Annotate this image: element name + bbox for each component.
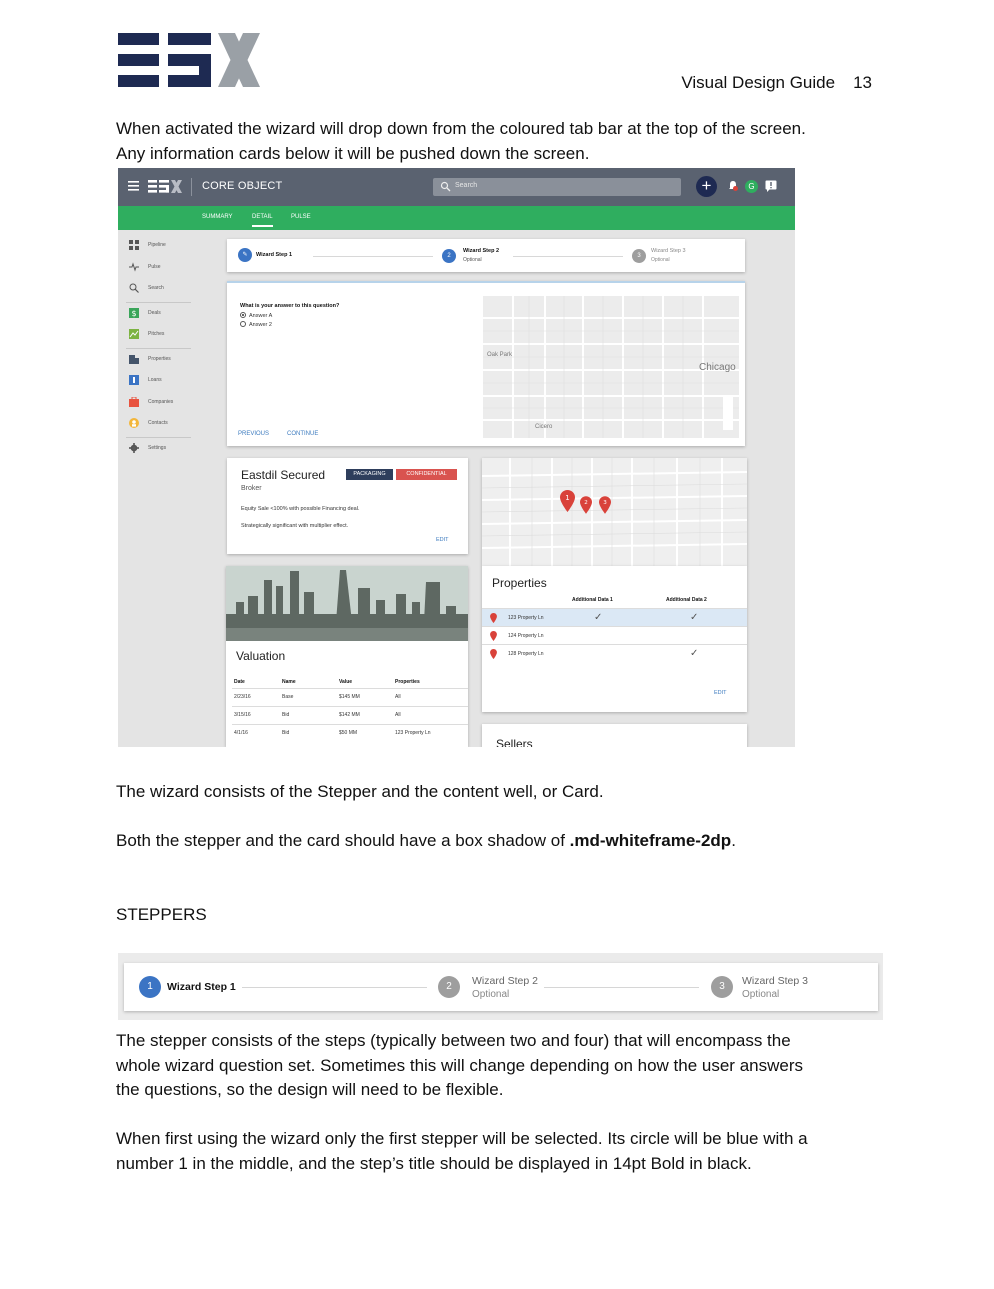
paragraph-wizard: The wizard consists of the Stepper and the content well, or Card. [116,782,604,801]
step-connector [242,987,427,988]
table-row[interactable] [232,724,468,742]
text-line: The stepper consists of the steps (typically between two and four) that will encompass the [116,1031,791,1050]
paragraph-shadow [116,829,886,854]
step-1-title[interactable]: Wizard Step 1 [256,252,293,258]
text-line: number 1 in the middle, and the step’s title should be displayed in 14pt Bold in black. [116,1153,752,1173]
tab-summary[interactable]: SUMMARY [202,214,233,220]
stepper-example [118,953,883,1020]
sidebar-item-label: Properties [148,355,171,362]
text-line: When first using the wizard only the first stepper will be selected. Its circle will be blue with a [116,1129,808,1148]
step-3-subtitle: Optional [651,257,670,263]
list-item[interactable] [482,626,747,644]
valuation-table [232,676,468,742]
step-2-title[interactable]: Wizard Step 2 [463,248,500,254]
table-cell: Bid [280,724,325,742]
gear-icon [129,443,139,453]
paragraph-stepper-description [116,1029,886,1103]
column-header: Additional Data 2 [666,597,707,603]
app-title: CORE OBJECT [202,180,283,192]
table-cell: 4/1/16 [232,724,280,742]
menu-icon[interactable] [128,181,139,191]
person-icon [129,418,139,428]
map-pin-icon [490,631,497,641]
stepper [124,963,878,1011]
search-bar[interactable] [433,178,681,196]
top-app-bar [118,168,795,206]
title-divider [191,178,192,196]
section-heading-steppers: STEPPERS [116,905,207,924]
step-3-title[interactable]: Wizard Step 3 [651,248,686,254]
sidebar [126,236,191,460]
tab-bar [118,206,795,230]
step-2-title[interactable]: Wizard Step 2 [472,975,538,987]
valuation-card [226,566,468,747]
tab-pulse[interactable]: PULSE [291,214,311,220]
map-pin-icon [490,613,497,623]
step-3-number[interactable]: 3 [711,976,733,998]
table-header-row [232,676,468,688]
wizard-question: What is your answer to this question? [240,303,340,309]
page-header [600,73,872,93]
table-cell: All [393,688,468,706]
sidebar-item-label: Contacts [148,420,168,426]
map-pin-icon[interactable] [599,496,611,514]
valuation-title: Valuation [236,649,286,663]
company-role: Broker [241,485,262,492]
intro-line-1: When activated the wizard will drop down from the coloured tab bar at the top of the screen. [116,119,806,138]
company-card [227,458,468,554]
sidebar-item-label: Loans [148,377,162,383]
svg-text:$: $ [131,308,137,318]
table-cell: 2/23/16 [232,688,280,706]
sidebar-item-label: Pipeline [148,242,166,248]
sidebar-item-properties[interactable] [126,350,191,372]
map-area-label: Oak Park [487,352,513,358]
column-header: Date [234,678,245,685]
table-row[interactable] [232,688,468,706]
step-connector [513,256,623,257]
dollar-icon [129,308,139,318]
company-name: Eastdil Secured [241,468,326,482]
radio-selected-icon[interactable] [240,312,246,318]
property-name: 123 Property Ln [508,615,544,621]
sidebar-item-label: Search [148,285,164,291]
esx-mini-logo[interactable] [148,179,182,194]
answer-option-a[interactable] [240,312,272,319]
shadow-class-name: .md-whiteframe-2dp [569,831,732,850]
intro-line-2: Any information cards below it will be pushed down the screen. [116,143,590,163]
property-name: 124 Property Ln [508,633,544,639]
packaging-badge: PACKAGING [346,469,393,480]
step-2-subtitle: Optional [463,257,482,263]
check-icon: ✓ [594,612,603,623]
esx-logo [118,33,260,91]
step-3-number[interactable]: 3 [632,249,646,263]
sidebar-item-contacts[interactable] [126,414,191,436]
table-cell: All [393,706,468,724]
step-1-number[interactable]: 1 [139,976,161,998]
map-pin-icon[interactable] [580,496,592,514]
guide-title: Visual Design Guide [681,73,836,92]
company-description: Equity Sale <100% with possible Financing deal. [241,506,360,512]
edit-button[interactable]: EDIT [714,690,727,696]
wizard-stepper [227,239,745,272]
sidebar-divider [126,437,191,438]
search-icon [440,181,451,192]
wizard-card [227,281,745,446]
company-description: Strategically significant with multiplier effect. [241,523,349,529]
tab-detail[interactable]: DETAIL [252,214,273,227]
app-screenshot [118,168,795,747]
map-pin-number: 1 [565,494,570,502]
step-2-number[interactable]: 2 [438,976,460,998]
table-cell: $142 MM [325,706,393,724]
street-map-graphic [482,458,747,566]
sidebar-item-label: Settings [148,444,167,451]
search-icon [129,283,139,293]
chart-icon [129,329,139,339]
sidebar-item-search[interactable] [126,279,191,301]
step-3-title[interactable]: Wizard Step 3 [742,975,808,987]
map-pin-number: 2 [584,500,588,507]
property-name: 128 Property Ln [508,651,544,657]
page-number: 13 [853,73,872,92]
chat-icon[interactable] [765,180,777,192]
answer-label: Answer A [249,313,273,319]
building-icon [129,354,139,364]
intro-paragraph [116,117,886,166]
table-cell: $145 MM [325,688,393,706]
step-connector [313,256,433,257]
map-area-label: Cicero [535,424,553,430]
sidebar-item-settings[interactable] [126,439,191,461]
money-icon [129,375,139,385]
shadow-text-end: . [731,831,736,850]
sidebar-item-pitches[interactable] [126,325,191,347]
paragraph-first-step [116,1127,886,1176]
column-header: Name [282,678,296,685]
city-skyline-image [226,566,468,641]
add-button[interactable]: + [696,176,717,197]
sidebar-divider [126,348,191,349]
radio-icon[interactable] [240,321,246,327]
confidential-badge: CONFIDENTIAL [396,469,457,480]
user-avatar[interactable]: G [745,180,758,193]
sidebar-item-label: Companies [148,398,174,405]
briefcase-icon [129,397,139,407]
search-placeholder: Search [455,182,478,189]
step-2-subtitle: Optional [472,989,510,1000]
table-cell: Base [280,688,325,706]
properties-card [482,566,747,712]
sidebar-item-label: Pitches [148,331,165,337]
check-icon: ✓ [690,612,699,623]
table-cell: 3/15/16 [232,706,280,724]
column-header: Value [339,678,353,685]
map-pin-icon [490,649,497,659]
notification-icon[interactable] [728,180,738,192]
list-item[interactable] [482,608,747,626]
step-3-subtitle: Optional [742,989,780,1000]
pulse-icon [129,262,139,272]
table-row[interactable] [232,706,468,724]
previous-button[interactable]: PREVIOUS [238,431,270,437]
sellers-card [482,724,747,747]
check-icon: ✓ [690,648,699,659]
sidebar-divider [126,302,191,303]
sidebar-item-pulse[interactable] [126,258,191,280]
answer-label: Answer 2 [249,322,272,328]
step-2-number[interactable]: 2 [442,249,456,263]
sidebar-item-label: Deals [148,309,161,316]
sidebar-item-loans[interactable] [126,371,191,393]
column-header: Properties [395,678,420,685]
column-header: Additional Data 1 [572,597,613,603]
map-pin-icon[interactable] [560,490,575,512]
list-item[interactable] [482,644,747,662]
map-city-label: Chicago [699,362,736,373]
sidebar-item-deals[interactable] [126,304,191,326]
table-cell: $50 MM [325,724,393,742]
table-cell: 123 Property Ln [393,724,468,742]
shadow-text: Both the stepper and the card should have a box shadow of [116,831,570,850]
step-connector [544,987,699,988]
answer-option-2[interactable] [240,321,272,328]
map-pin-number: 3 [603,500,607,507]
step-1-title[interactable]: Wizard Step 1 [167,981,236,993]
table-cell: Bid [280,706,325,724]
step-1-edit-icon[interactable]: ✎ [238,248,252,262]
properties-map[interactable] [482,458,747,566]
continue-button[interactable]: CONTINUE [287,431,319,437]
wizard-map[interactable] [483,296,739,438]
text-line: whole wizard question set. Sometimes this will change depending on how the user answers [116,1055,803,1075]
sidebar-item-label: Pulse [148,263,161,270]
sidebar-item-pipeline[interactable] [126,236,191,258]
sidebar-item-companies[interactable] [126,393,191,415]
sellers-title: Sellers [496,737,533,747]
edit-button[interactable]: EDIT [436,537,449,543]
text-line: the questions, so the design will need to be flexible. [116,1080,504,1099]
grid-icon [129,240,139,250]
properties-title: Properties [492,576,547,590]
